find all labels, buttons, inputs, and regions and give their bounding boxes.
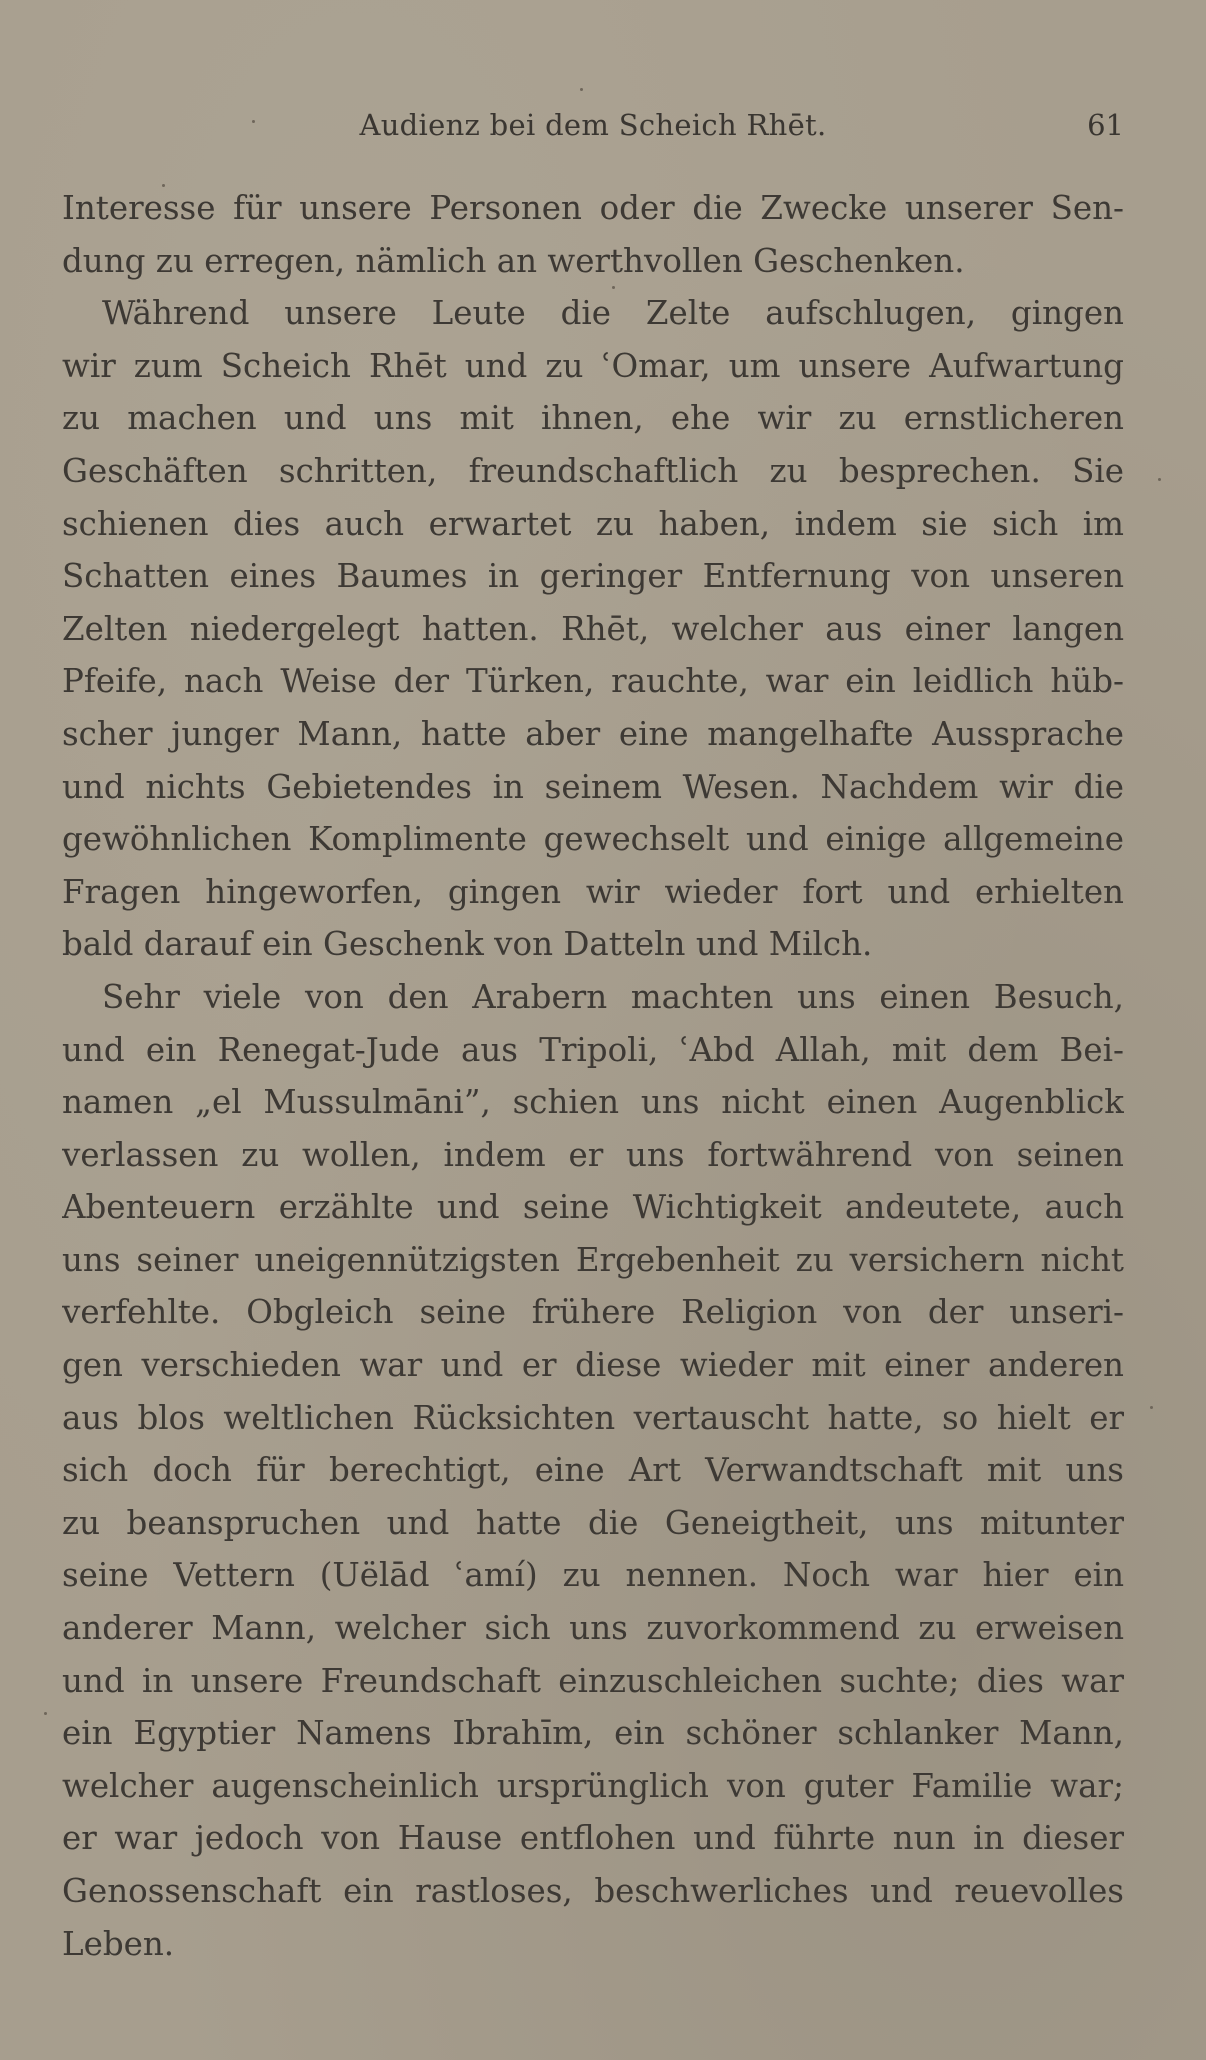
text-line: Schatten eines Baumes in geringer Entfernung von unseren [62, 557, 1124, 596]
text-line: und ein Renegat-Jude aus Tripoli, ʿAbd Allah, mit dem Bei- [62, 1030, 1124, 1069]
running-head [62, 108, 1124, 148]
text-line: Sehr viele von den Arabern machten uns einen Besuch, [102, 977, 1124, 1016]
text-line: bald darauf ein Geschenk von Datteln und Milch. [62, 925, 873, 964]
text-line: zu machen und uns mit ihnen, ehe wir zu ernstlicheren [62, 399, 1124, 438]
text-line: Interesse für unsere Personen oder die Zwecke unserer Sen- [62, 189, 1124, 227]
text-line: namen „el Mussulmāni”, schien uns nicht einen Augenblick [62, 1083, 1124, 1122]
running-title: Audienz bei dem Scheich Rhēt. [359, 108, 827, 142]
text-line: und in unsere Freundschaft einzuschleichen suchte; dies war [62, 1661, 1124, 1700]
text-line: Geschäften schritten, freundschaftlich zu besprechen. Sie [62, 451, 1124, 490]
text-line: schienen dies auch erwartet zu haben, indem sie sich im [62, 504, 1124, 543]
page-number: 61 [1087, 108, 1124, 142]
text-line: und nichts Gebietendes in seinem Wesen. Nachdem wir die [62, 767, 1124, 806]
text-line: seine Vettern (Uëlād ʿamí) zu nennen. Noch war hier ein [62, 1556, 1124, 1595]
text-line: gen verschieden war und er diese wieder mit einer anderen [62, 1346, 1124, 1385]
paper-speck [44, 1712, 47, 1715]
text-line: zu beanspruchen und hatte die Geneigtheit, uns mitunter [62, 1503, 1124, 1542]
body-text [62, 182, 1124, 1970]
text-line: Während unsere Leute die Zelte aufschlugen, gingen [102, 294, 1124, 333]
text-line: Zelten niedergelegt hatten. Rhēt, welcher aus einer langen [62, 609, 1124, 648]
text-line: wir zum Scheich Rhēt und zu ʿOmar, um unsere Aufwartung [62, 346, 1124, 385]
text-line: sich doch für berechtigt, eine Art Verwandtschaft mit uns [62, 1451, 1124, 1490]
text-line: gewöhnlichen Komplimente gewechselt und einige allgemeine [62, 820, 1124, 859]
text-line: anderer Mann, welcher sich uns zuvorkommend zu erweisen [62, 1609, 1124, 1648]
text-line: scher junger Mann, hatte aber eine mangelhafte Aussprache [62, 714, 1124, 753]
text-line: aus blos weltlichen Rücksichten vertauscht hatte, so hielt er [62, 1398, 1124, 1437]
text-line: ein Egyptier Namens Ibrahīm, ein schöner schlanker Mann, [62, 1714, 1124, 1753]
text-line: Fragen hingeworfen, gingen wir wieder fort und erhielten [62, 872, 1124, 911]
text-line: verlassen zu wollen, indem er uns fortwährend von seinen [62, 1135, 1124, 1174]
text-line: uns seiner uneigennützigsten Ergebenheit zu versichern nicht [62, 1240, 1124, 1279]
text-line: Pfeife, nach Weise der Türken, rauchte, war ein leidlich hüb- [62, 662, 1124, 701]
text-line: Genossenschaft ein rastloses, beschwerliches und reuevolles [62, 1872, 1124, 1910]
paper-speck [1158, 478, 1161, 481]
text-line: Leben. [62, 1924, 175, 1963]
text-line: welcher augenscheinlich ursprünglich von guter Familie war; [62, 1766, 1124, 1805]
text-line: dung zu erregen, nämlich an werthvollen Geschenken. [62, 241, 965, 280]
paper-speck [1150, 1406, 1153, 1409]
text-line: verfehlte. Obgleich seine frühere Religion von der unseri- [62, 1293, 1124, 1332]
text-line: er war jedoch von Hause entflohen und führte nun in dieser [62, 1819, 1124, 1858]
paper-speck [162, 184, 165, 187]
paper-speck [252, 120, 255, 123]
text-line: Abenteuern erzählte und seine Wichtigkeit andeutete, auch [62, 1188, 1124, 1227]
paper-speck [612, 286, 615, 289]
paper-speck [580, 88, 583, 91]
